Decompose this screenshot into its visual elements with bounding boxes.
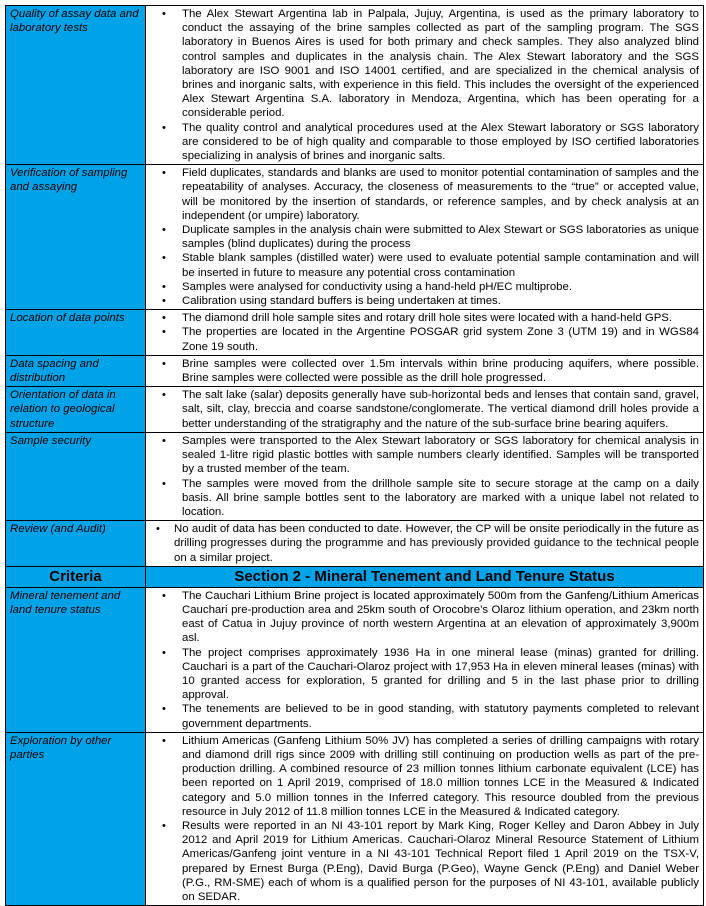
table-row-verification [6, 165, 704, 310]
jorc-criteria-table [5, 5, 704, 906]
bullet-item: • Samples were transported to the Alex Stewart laboratory or SGS laboratory for chemical analysis in sealed 1-litre rigid plastic bottles with sample numbers clearly identified. Samples will be transported by a trusted member of the team. [162, 434, 699, 476]
bullet-icon: • [162, 280, 166, 293]
criteria-cell: Exploration by other parties [6, 732, 146, 905]
table-row-sample-security [6, 432, 704, 520]
criteria-cell: Verification of sampling and assaying [6, 165, 146, 310]
commentary-cell [146, 165, 704, 310]
bullet-icon: • [162, 121, 166, 134]
bullet-icon: • [162, 646, 166, 659]
bullet-icon: • [162, 252, 166, 265]
bullet-icon: • [162, 224, 166, 237]
bullet-item: • The Alex Stewart Argentina lab in Palpala, Jujuy, Argentina, is used as the primary laboratory to conduct the assaying of the brine samples collected as part of the sampling program. The SGS laboratory in Buenos Aires is used for both primary and check samples. They also analyzed blind control samples and duplicates in the analysis chain. The Alex Stewart laboratory and the SGS laboratory are ISO 9001 and ISO 14001 certified, and are specialized in the chemical analysis of brines and inorganic salts, with experience in this field. This includes the oversight of the experienced Alex Stewart Argentina S.A. laboratory in Mendoza, Argentina, which has been operating for a considerable period. [162, 8, 699, 120]
table-row-exploration-other-parties [6, 732, 704, 905]
bullet-icon: • [162, 819, 166, 832]
commentary-cell [146, 6, 704, 165]
bullet-item: • Duplicate samples in the analysis chain were submitted to Alex Stewart or SGS laboratories as unique samples (blind duplicates) during the process [162, 224, 699, 251]
criteria-cell: Quality of assay data and laboratory tests [6, 6, 146, 165]
bullet-icon: • [162, 295, 166, 308]
bullet-item: • The salt lake (salar) deposits generally have sub-horizontal beds and lenses that contain sand, gravel, salt, silt, clay, breccia and coarse sandstone/conglomerate. The vertical diamond drill holes provide a better understanding of the stratigraphy and the nature of the sub-surface brine bearing aquifers. [162, 389, 699, 430]
bullet-icon: • [162, 703, 166, 716]
bullet-icon: • [162, 167, 166, 180]
bullet-item: • Field duplicates, standards and blanks are used to monitor potential contamination of samples and the repeatability of analyses. Accuracy, the closeness of measurements to the “true” or accepted value, will be monitored by the insertion of standards, or reference samples, and by check analysis at an independent (or umpire) laboratory. [162, 167, 699, 222]
bullet-icon: • [162, 312, 166, 325]
bullet-item: • The properties are located in the Argentine POSGAR grid system Zone 3 (UTM 19) and in WGS84 Zone 19 south. [162, 326, 699, 353]
bullet-item: • Samples were analysed for conductivity using a hand-held pH/EC multiprobe. [162, 280, 573, 293]
section-2-title: Section 2 - Mineral Tenement and Land Tenure Status [146, 566, 704, 587]
table-row-orientation [6, 387, 704, 433]
section-2-header-row [6, 566, 704, 587]
bullet-item: • The project comprises approximately 1936 Ha in one mineral lease (minas) granted for drilling. Cauchari is a part of the Cauchari-Olaroz project with 17,953 Ha in eleven mineral leases (minas) with 10 granted access for exploration, 5 granted for drilling and 5 in the last phase prior to drilling approval. [162, 646, 699, 702]
commentary-cell [146, 387, 704, 433]
criteria-cell: Data spacing and distribution [6, 355, 146, 386]
bullet-icon: • [162, 357, 166, 370]
table-row-data-spacing [6, 355, 704, 386]
bullet-item: • Stable blank samples (distilled water) were used to evaluate potential sample contamination and will be inserted in future to measure any potential cross contamination [162, 252, 699, 279]
bullet-item: • The samples were moved from the drillhole sample site to secure storage at the camp on a daily basis. All brine sample bottles sent to the laboratory are marked with a unique label not related to location. [162, 477, 699, 518]
bullet-item: • Results were reported in an NI 43-101 report by Mark King, Roger Kelley and Daron Abbey in July 2012 and April 2019 for Lithium Americas. Cauchari-Olaroz Mineral Resource Statement of Lithium Americas/Ganfeng joint venture in a NI 43-101 Technical Report filed 1 April 2019 on the TSX-V, prepared by Ernest Burga (P.Eng), David Burga (P.Geo), Wayne Genck (P.Eng) and Daniel Weber (P.G., RM-SME) each of whom is a qualified person for the purposes of NI 43-101, available publicly on SEDAR. [162, 819, 699, 903]
bullet-icon: • [162, 434, 166, 447]
bullet-icon: • [162, 326, 166, 339]
bullet-item: • Brine samples were collected over 1.5m intervals within brine producing aquifers, where possible. Brine samples were collected were possible as the drill hole progressed. [162, 357, 699, 385]
bullet-item: • Calibration using standard buffers is being undertaken at times. [162, 295, 501, 308]
criteria-column-header: Criteria [6, 566, 146, 587]
bullet-icon: • [156, 523, 160, 536]
table-row-quality-of-assay [6, 6, 704, 165]
table-row-review-audit [6, 521, 704, 567]
bullet-item: • The Cauchari Lithium Brine project is located approximately 500m from the Ganfeng/Lithium Americas Cauchari pre-production area and 25km south of Orocobre’s Olaroz lithium operation, and 23km north east of Catua in Jujuy province of north western Argentina at an elevation of approximately 3,900m asl. [162, 589, 699, 645]
commentary-cell [146, 587, 704, 732]
table-row-mineral-tenement [6, 587, 704, 732]
bullet-icon: • [162, 589, 166, 602]
criteria-cell: Orientation of data in relation to geological structure [6, 387, 146, 433]
criteria-cell: Sample security [6, 432, 146, 520]
commentary-cell [146, 432, 704, 520]
criteria-cell: Review (and Audit) [6, 521, 146, 567]
bullet-item: • No audit of data has been conducted to date. However, the CP will be onsite periodically in the future as drilling progresses during the programme and has previously provided guidance to the technical people on a similar project. [156, 523, 699, 564]
commentary-cell [146, 521, 704, 567]
bullet-icon: • [162, 8, 166, 20]
commentary-cell [146, 310, 704, 356]
table-row-location [6, 310, 704, 356]
bullet-icon: • [162, 389, 166, 402]
bullet-item: • The quality control and analytical procedures used at the Alex Stewart laboratory or SGS laboratory are considered to be of high quality and comparable to those employed by ISO certified laboratories specializing in analysis of brines and inorganic salts. [162, 121, 699, 163]
bullet-item: • The diamond drill hole sample sites and rotary drill hole sites were located with a hand-held GPS. [162, 312, 673, 325]
jorc-table-document [5, 5, 703, 906]
criteria-cell: Mineral tenement and land tenure status [6, 587, 146, 732]
criteria-cell: Location of data points [6, 310, 146, 356]
commentary-cell [146, 355, 704, 386]
bullet-item: • The tenements are believed to be in good standing, with statutory payments completed to relevant government departments. [162, 703, 699, 730]
bullet-icon: • [162, 477, 166, 490]
commentary-cell [146, 732, 704, 905]
bullet-icon: • [162, 734, 166, 747]
bullet-item: • Lithium Americas (Ganfeng Lithium 50% JV) has completed a series of drilling campaigns with rotary and diamond drill rigs since 2009 with drilling still continuing on production wells as part of the pre-production drilling. A combined resource of 23 million tonnes lithium carbonate equivalent (LCE) has been reported on 1 April 2019, comprised of 18.0 million tonnes LCE in the Measured & Indicated category and 5.0 million tonnes in the Inferred category. This resource doubled from the previous resource in July 2012 of 11.8 million tonnes LCE in the Measured & Indicated category. [162, 734, 699, 818]
